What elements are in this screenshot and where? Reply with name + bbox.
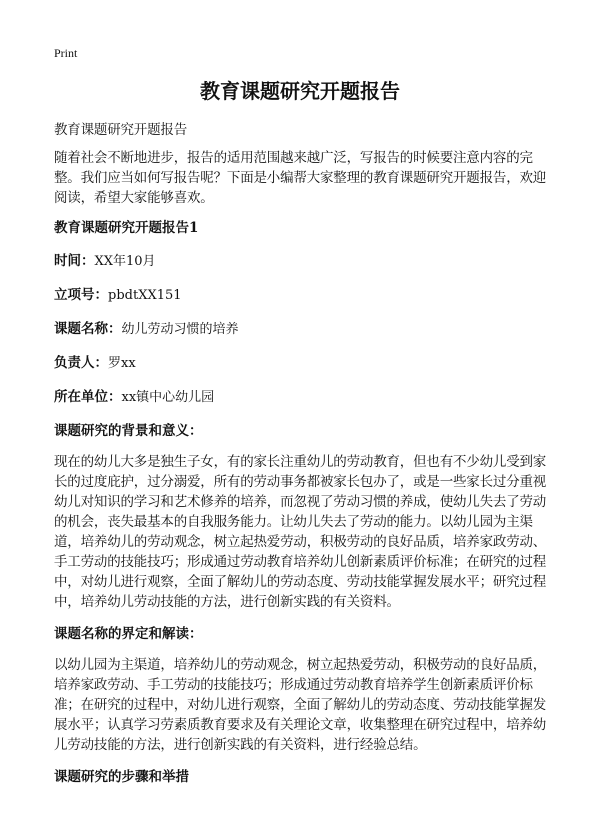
field-value: xx镇中心幼儿园: [121, 390, 215, 405]
document-subtitle: 教育课题研究开题报告: [54, 122, 187, 138]
section-body: 以幼儿园为主渠道，培养幼儿的劳动观念，树立起热爱劳动，积极劳动的良好品质，培养家政劳动、手工劳动的技能技巧；形成通过劳动教育培养学生创新素质评价标准；在研究的过程中，对幼儿进行观察，全面了解幼儿的劳动态度、劳动技能掌握发展水平；认真学习劳素质教育要求及有关理论文章，收集整理在研究过程中，培养幼儿劳动技能的方法，进行创新实践的有关资料，进行经验总结。: [54, 657, 547, 753]
document-body: [54, 120, 550, 798]
field-value: 罗xx: [108, 356, 136, 371]
field-project-no: [54, 285, 550, 306]
field-time: [54, 251, 550, 272]
field-value: pbdtXX151: [108, 288, 182, 303]
page-title: 教育课题研究开题报告: [200, 79, 400, 103]
field-value: 幼儿劳动习惯的培养: [121, 322, 239, 337]
field-label: 所在单位：: [54, 389, 122, 405]
field-unit: [54, 387, 550, 408]
section-heading: 课题研究的步骤和举措: [54, 769, 189, 785]
field-label: 负责人：: [54, 355, 108, 371]
section-heading: 课题名称的界定和解读：: [54, 626, 203, 642]
field-value: XX年10月: [94, 254, 156, 269]
print-label: Print: [54, 46, 78, 60]
section-body: 现在的幼儿大多是独生子女，有的家长注重幼儿的劳动教育，但也有不少幼儿受到家长的过度庇护，过分溺爱，所有的劳动事务都被家长包办了，或是一些家长过分重视幼儿对知识的学习和艺术修养的培养，而忽视了劳动习惯的养成，使幼儿失去了劳动的机会，丧失最基本的自我服务能力。让幼儿失去了劳动的能力。以幼儿园为主渠道，培养幼儿的劳动观念，树立起热爱劳动，积极劳动的良好品质，培养家政劳动、手工劳动的技能技巧；形成通过劳动教育培养幼儿创新素质评价标准；在研究的过程中，对幼儿进行观察，全面了解幼儿的劳动态度、劳动技能掌握发展水平；研究过程中，培养幼儿劳动技能的方法，进行创新实践的有关资料。: [54, 454, 547, 610]
intro-paragraph: 随着社会不断地进步，报告的适用范围越来越广泛，写报告的时候要注意内容的完整。我们应当如何写报告呢？下面是小编帮大家整理的教育课题研究开题报告，欢迎阅读，希望大家能够喜欢。: [54, 150, 547, 206]
report-heading: 教育课题研究开题报告1: [54, 220, 199, 236]
field-owner: [54, 353, 550, 374]
field-label: 课题名称：: [54, 321, 122, 337]
section-heading: 课题研究的背景和意义：: [54, 423, 203, 439]
field-label: 时间：: [54, 253, 95, 269]
field-label: 立项号：: [54, 287, 108, 303]
field-topic: [54, 319, 550, 340]
